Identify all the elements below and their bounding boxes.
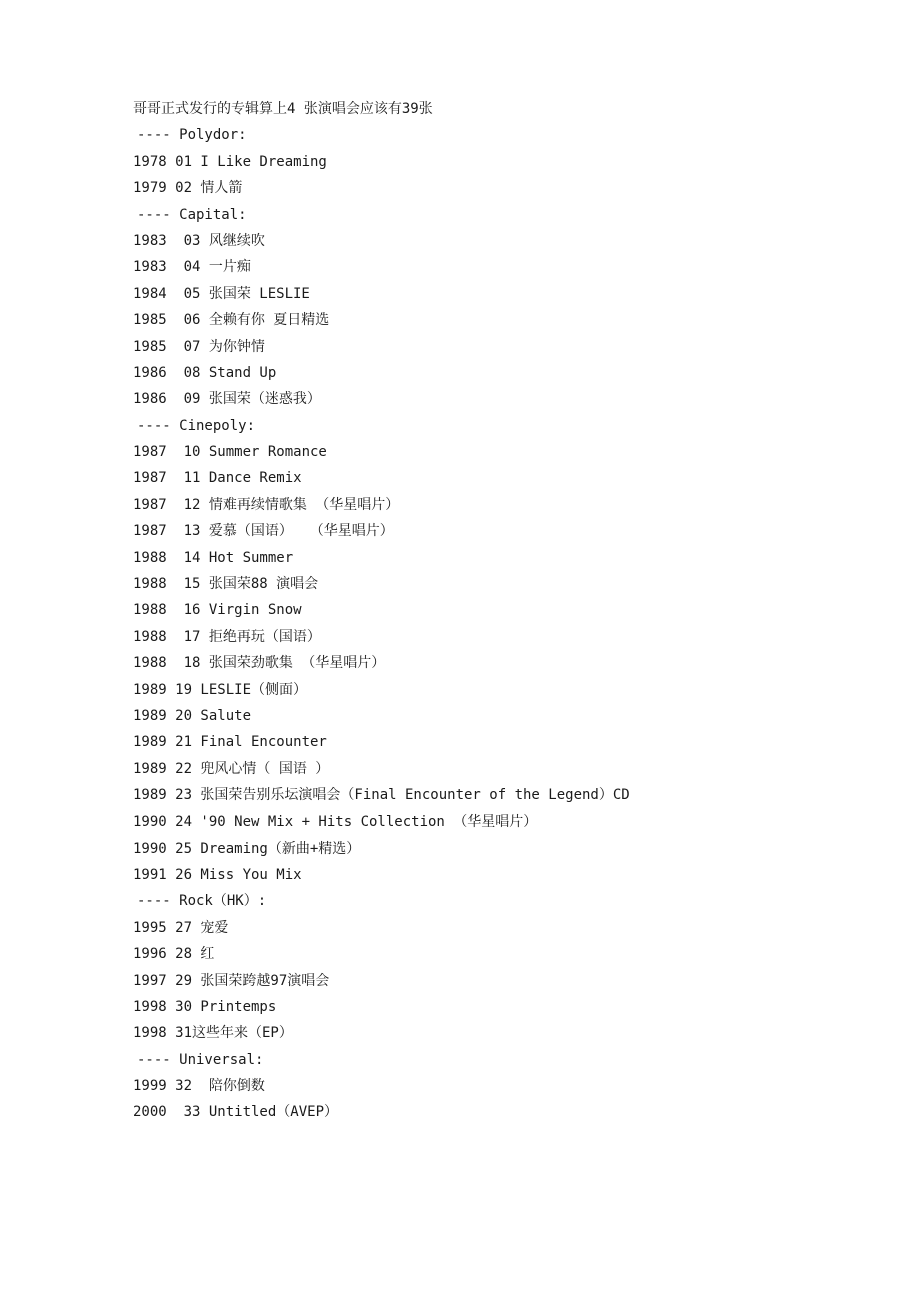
album-entry: 1990 25 Dreaming（新曲+精选） <box>133 840 361 857</box>
album-entry: 1983 04 一片痴 <box>133 259 251 276</box>
album-entry: 1985 06 全赖有你 夏日精选 <box>133 312 330 329</box>
album-entry: 1997 29 张国荣跨越97演唱会 <box>133 972 330 989</box>
album-entry: 1988 17 拒绝再玩（国语） <box>133 628 321 645</box>
album-entry: 1986 09 张国荣（迷惑我） <box>133 391 321 408</box>
album-entry: 1986 08 Stand Up <box>133 364 277 381</box>
album-entry: 1990 24 '90 New Mix + Hits Collection （华星唱片） <box>133 814 538 831</box>
label-universal: ---- Universal: <box>137 1051 264 1068</box>
album-entry: 1987 10 Summer Romance <box>133 444 327 461</box>
album-entry: 1999 32 陪你倒数 <box>133 1078 265 1095</box>
album-entry: 1996 28 红 <box>133 946 215 963</box>
label-rock-hk: ---- Rock（HK）: <box>137 893 267 910</box>
document-body <box>133 96 893 1126</box>
album-entry: 1988 14 Hot Summer <box>133 549 294 566</box>
album-entry: 1987 11 Dance Remix <box>133 470 302 487</box>
album-entry: 1978 01 I Like Dreaming <box>133 153 327 170</box>
album-entry: 1989 20 Salute <box>133 707 252 724</box>
album-entry: 1979 02 情人箭 <box>133 180 243 197</box>
album-entry: 1983 03 风继续吹 <box>133 232 265 249</box>
album-entry: 1998 30 Printemps <box>133 998 277 1015</box>
album-entry: 1987 12 情难再续情歌集 （华星唱片） <box>133 496 400 513</box>
label-cinepoly: ---- Cinepoly: <box>137 417 256 434</box>
album-entry: 1989 19 LESLIE（侧面） <box>133 681 308 698</box>
album-entry: 1989 23 张国荣告别乐坛演唱会（Final Encounter of the Legend）CD <box>133 787 630 804</box>
album-entry: 1985 07 为你钟情 <box>133 338 265 355</box>
album-entry: 1991 26 Miss You Mix <box>133 866 302 883</box>
album-entry: 1987 13 爱慕（国语） （华星唱片） <box>133 523 394 540</box>
album-entry: 1998 31这些年来（EP） <box>133 1025 293 1042</box>
album-entry: 1988 18 张国荣劲歌集 （华星唱片） <box>133 655 386 672</box>
album-entry: 1984 05 张国荣 LESLIE <box>133 285 310 302</box>
label-capital: ---- Capital: <box>137 206 247 223</box>
album-entry: 1989 21 Final Encounter <box>133 734 327 751</box>
label-polydor: ---- Polydor: <box>137 127 247 144</box>
album-entry: 1988 15 张国荣88 演唱会 <box>133 576 319 593</box>
album-entry: 1988 16 Virgin Snow <box>133 602 302 619</box>
document-title: 哥哥正式发行的专辑算上4 张演唱会应该有39张 <box>133 101 433 117</box>
album-entry: 2000 33 Untitled（AVEP） <box>133 1104 339 1121</box>
album-entry: 1989 22 兜风心情（ 国语 ） <box>133 760 330 777</box>
album-entry: 1995 27 宠爱 <box>133 919 229 936</box>
